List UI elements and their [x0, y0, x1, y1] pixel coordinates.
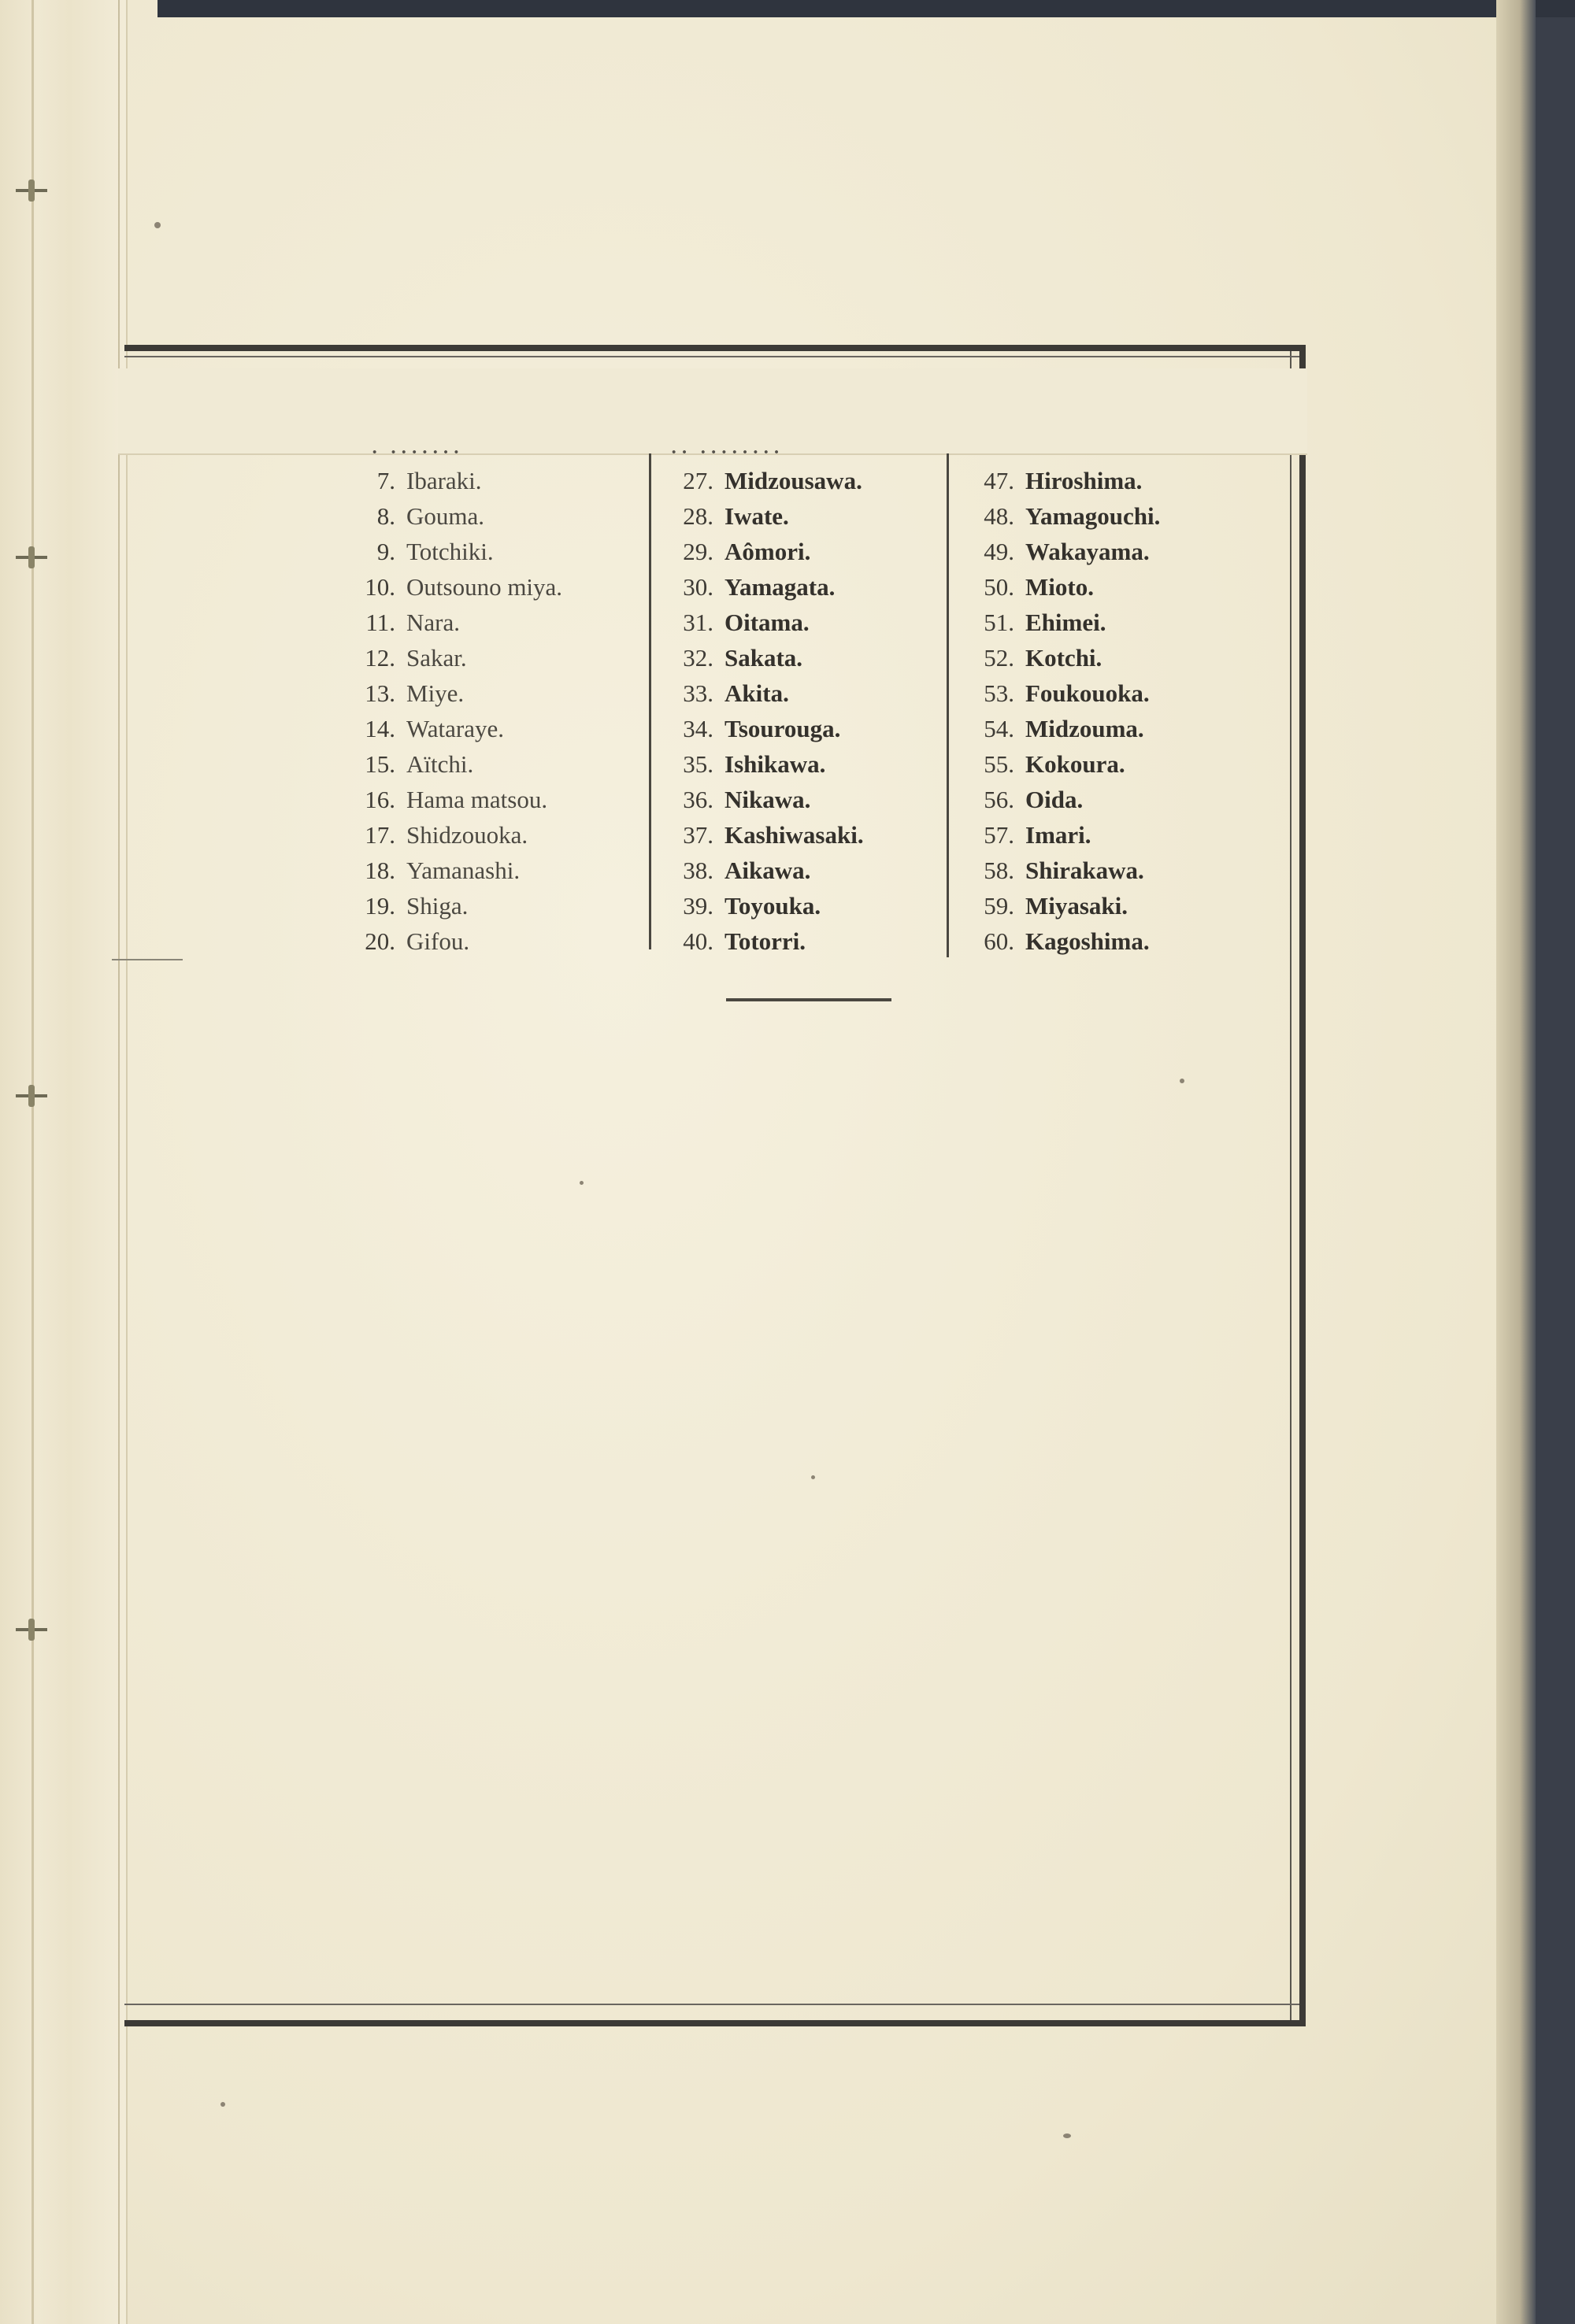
list-item — [334, 640, 562, 675]
prefecture-column-1 — [334, 463, 562, 959]
list-item — [662, 463, 864, 498]
entry-number: 54. — [984, 714, 1014, 742]
entry-name: Imari. — [1025, 820, 1091, 849]
entry-name: Nara. — [406, 608, 460, 636]
entry-number: 47. — [984, 466, 1014, 494]
list-item — [334, 605, 562, 640]
list-item — [964, 817, 1160, 853]
list-item — [662, 853, 864, 888]
list-item — [662, 675, 864, 711]
margin-mark — [112, 959, 183, 960]
entry-name: Tsourouga. — [724, 714, 841, 742]
list-item — [964, 498, 1160, 534]
entry-name: Kashiwasaki. — [724, 820, 864, 849]
entry-name: Yamagouchi. — [1025, 501, 1161, 530]
entry-number: 38. — [683, 856, 713, 884]
list-item — [662, 923, 864, 959]
entry-name: Shiga. — [406, 891, 469, 920]
entry-name: Shidzouoka. — [406, 820, 528, 849]
list-item — [334, 853, 562, 888]
entry-name: Midzousawa. — [724, 466, 862, 494]
list-item — [964, 640, 1160, 675]
entry-number: 17. — [365, 820, 395, 849]
list-item — [334, 746, 562, 782]
entry-number: 37. — [683, 820, 713, 849]
entry-number: 36. — [683, 785, 713, 813]
entry-name: Aïtchi. — [406, 749, 474, 778]
list-item — [964, 463, 1160, 498]
entry-name: Kokoura. — [1025, 749, 1125, 778]
entry-number: 8. — [376, 501, 395, 530]
column-separator — [947, 453, 949, 957]
entry-name: Mioto. — [1025, 572, 1094, 601]
gutter-fold — [32, 0, 34, 2324]
entry-number: 20. — [365, 927, 395, 955]
page-right-edge — [1496, 0, 1536, 2324]
binding-stitch — [16, 175, 47, 206]
entry-number: 16. — [365, 785, 395, 813]
list-item — [334, 888, 562, 923]
entry-number: 51. — [984, 608, 1014, 636]
paper-speck — [154, 222, 161, 228]
entry-number: 33. — [683, 679, 713, 707]
list-item — [334, 498, 562, 534]
entry-number: 49. — [984, 537, 1014, 565]
column-separator — [649, 453, 651, 949]
list-item — [662, 605, 864, 640]
entry-name: Midzouma. — [1025, 714, 1144, 742]
entry-number: 50. — [984, 572, 1014, 601]
entry-number: 52. — [984, 643, 1014, 672]
entry-number: 31. — [683, 608, 713, 636]
entry-number: 11. — [365, 608, 395, 636]
list-item — [334, 463, 562, 498]
list-item — [964, 853, 1160, 888]
entry-number: 48. — [984, 501, 1014, 530]
list-item — [964, 675, 1160, 711]
entry-name: Aômori. — [724, 537, 811, 565]
entry-name: Miye. — [406, 679, 465, 707]
entry-name: Oida. — [1025, 785, 1084, 813]
entry-name: Ishikawa. — [724, 749, 826, 778]
frame-rule — [124, 356, 1299, 357]
cut-off-text: · ······· — [370, 438, 463, 467]
prefecture-column-3 — [964, 463, 1160, 959]
entry-name: Wakayama. — [1025, 537, 1150, 565]
entry-name: Sakar. — [406, 643, 467, 672]
entry-number: 60. — [984, 927, 1014, 955]
entry-name: Wataraye. — [406, 714, 504, 742]
list-item — [964, 711, 1160, 746]
entry-name: Yamanashi. — [406, 856, 521, 884]
list-item — [662, 534, 864, 569]
entry-name: Toyouka. — [724, 891, 821, 920]
entry-name: Totorri. — [724, 927, 806, 955]
entry-number: 13. — [365, 679, 395, 707]
entry-name: Ehimei. — [1025, 608, 1106, 636]
list-item — [662, 640, 864, 675]
paper-speck — [580, 1181, 584, 1185]
entry-name: Yamagata. — [724, 572, 836, 601]
list-item — [334, 675, 562, 711]
list-item — [334, 711, 562, 746]
entry-number: 19. — [365, 891, 395, 920]
entry-name: Aikawa. — [724, 856, 811, 884]
entry-number: 34. — [683, 714, 713, 742]
list-item — [334, 817, 562, 853]
gutter-fold — [118, 0, 120, 2324]
entry-name: Foukouoka. — [1025, 679, 1150, 707]
list-item — [964, 534, 1160, 569]
entry-number: 30. — [683, 572, 713, 601]
entry-number: 9. — [376, 537, 395, 565]
entry-number: 39. — [683, 891, 713, 920]
entry-name: Shirakawa. — [1025, 856, 1144, 884]
entry-name: Gouma. — [406, 501, 485, 530]
entry-number: 12. — [365, 643, 395, 672]
list-item — [662, 782, 864, 817]
entry-number: 10. — [365, 572, 395, 601]
list-item — [964, 923, 1160, 959]
entry-name: Hama matsou. — [406, 785, 548, 813]
frame-rule — [124, 2004, 1299, 2005]
list-item — [964, 782, 1160, 817]
entry-name: Nikawa. — [724, 785, 811, 813]
cut-off-text: ·· ········ — [669, 438, 783, 467]
end-rule — [726, 998, 891, 1001]
entry-number: 55. — [984, 749, 1014, 778]
list-item — [334, 569, 562, 605]
paper-speck — [220, 2102, 225, 2107]
entry-number: 59. — [984, 891, 1014, 920]
entry-name: Gifou. — [406, 927, 470, 955]
entry-name: Oitama. — [724, 608, 810, 636]
list-item — [662, 746, 864, 782]
entry-name: Miyasaki. — [1025, 891, 1128, 920]
entry-name: Iwate. — [724, 501, 789, 530]
paper-speck — [1180, 1079, 1184, 1083]
entry-number: 32. — [683, 643, 713, 672]
paper-speck — [1063, 2133, 1071, 2138]
list-item — [964, 746, 1160, 782]
entry-number: 53. — [984, 679, 1014, 707]
entry-number: 28. — [683, 501, 713, 530]
entry-name: Sakata. — [724, 643, 803, 672]
list-item — [964, 605, 1160, 640]
list-item — [334, 923, 562, 959]
entry-name: Akita. — [724, 679, 789, 707]
entry-name: Kotchi. — [1025, 643, 1102, 672]
list-item — [662, 498, 864, 534]
background-edge — [158, 0, 1575, 17]
list-item — [964, 888, 1160, 923]
binding-stitch — [16, 1614, 47, 1645]
list-item — [662, 888, 864, 923]
entry-name: Ibaraki. — [406, 466, 482, 494]
entry-number: 18. — [365, 856, 395, 884]
list-item — [662, 711, 864, 746]
binding-stitch — [16, 542, 47, 573]
list-item — [662, 817, 864, 853]
entry-number: 27. — [683, 466, 713, 494]
entry-number: 56. — [984, 785, 1014, 813]
entry-name: Outsouno miya. — [406, 572, 563, 601]
entry-name: Kagoshima. — [1025, 927, 1150, 955]
prefecture-column-2 — [662, 463, 864, 959]
entry-number: 14. — [365, 714, 395, 742]
entry-number: 40. — [683, 927, 713, 955]
list-item — [334, 534, 562, 569]
entry-number: 35. — [683, 749, 713, 778]
list-item — [334, 782, 562, 817]
entry-number: 7. — [376, 466, 395, 494]
binding-stitch — [16, 1080, 47, 1112]
list-item — [662, 569, 864, 605]
entry-number: 15. — [365, 749, 395, 778]
entry-number: 58. — [984, 856, 1014, 884]
entry-name: Totchiki. — [406, 537, 494, 565]
entry-number: 57. — [984, 820, 1014, 849]
list-item — [964, 569, 1160, 605]
binding-gutter — [0, 0, 128, 2324]
entry-name: Hiroshima. — [1025, 466, 1143, 494]
paper-speck — [811, 1475, 815, 1479]
entry-number: 29. — [683, 537, 713, 565]
